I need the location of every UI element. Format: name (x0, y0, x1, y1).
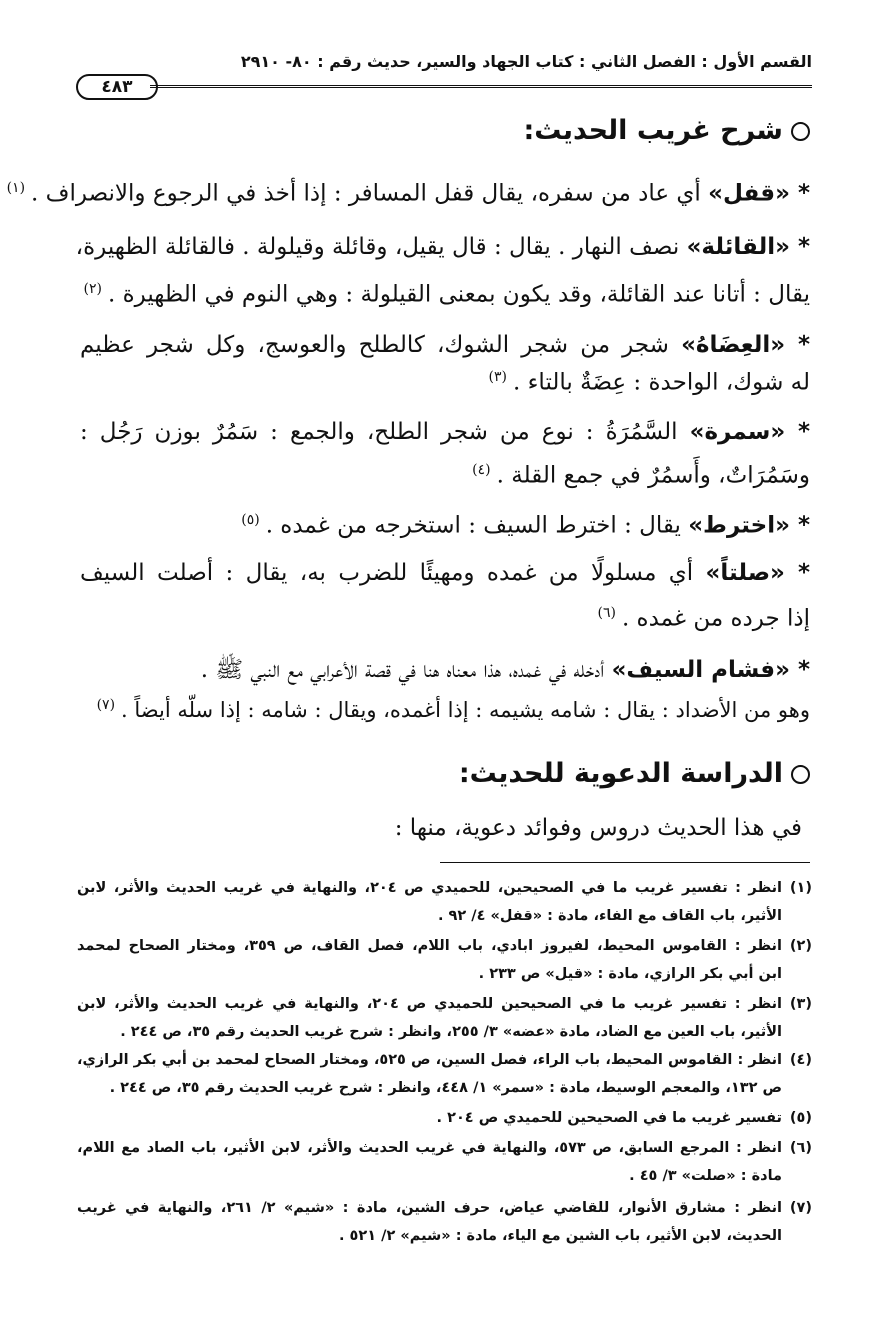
definition: أي عاد من سفره، يقال قفل المسافر : إذا أخذ في الرجوع والانصراف . (31, 180, 709, 207)
definition: يقال : اخترط السيف : استخرجه من غمده . (265, 512, 689, 539)
entry-line (80, 462, 810, 489)
term: * «العِضَاهُ» (681, 332, 810, 358)
entry-line (80, 419, 810, 445)
section-heading-gharib (523, 115, 810, 146)
section-title: شرح غريب الحديث: (523, 115, 783, 146)
footnote-line: (٢)انظر : القاموس المحيط، لفيروز ابادي، باب اللام، فصل القاف، ص ٣٥٩، ومختار الصحاح لمحمد (77, 932, 812, 960)
footnote-7 (77, 1194, 812, 1250)
definition: نصف النهار . يقال : قال يقيل، وقائلة وقيلولة . فالقائلة الظهيرة، (75, 234, 687, 260)
circle-bullet-icon (791, 122, 810, 141)
footnote-ref: (٤) (472, 462, 491, 478)
footnote-number: (٧) (789, 1200, 812, 1216)
footnote-3 (77, 990, 812, 1046)
entry-line (75, 234, 810, 260)
definition: وهو من الأضداد : يقال : شامه يشيمه : إذا أغمده، ويقال : شامه : إذا سلّه أيضاً . (121, 698, 810, 722)
term: * «صلتاً» (705, 560, 811, 586)
footnote-line: (٣)انظر : تفسير غريب ما في الصحيحين للحميدي ص ٢٠٤، والنهاية في غريب الحديث والأثر، لابن (77, 990, 812, 1018)
footnote-number: (١) (789, 880, 812, 896)
term: * «قفل» (708, 180, 810, 207)
footnote-ref: (٥) (241, 512, 260, 528)
footnote-separator (440, 862, 810, 863)
footnote-line: (١)انظر : تفسير غريب ما في الصحيحين، للحميدي ص ٢٠٤، والنهاية في غريب الحديث والأثر، لابن (77, 874, 812, 902)
footnote-ref: (٦) (597, 605, 616, 621)
footnote-line: الحديث، لابن الأثير، باب الشين مع الياء، مادة : «شيم» ٢/ ٥٢١ . (338, 1228, 782, 1244)
entry-line (80, 605, 810, 632)
footnote-number: (٤) (789, 1052, 812, 1068)
entry-line (6, 180, 810, 207)
footnote-line: الأثير، باب القاف مع الفاء، مادة : «قفل» ٤/ ٩٢ . (437, 908, 782, 924)
footnote-line: (٤)انظر : القاموس المحيط، باب الراء، فصل السين، ص ٥٢٥، ومختار الصحاح لمحمد بن أبي بكر الرازي، (77, 1046, 812, 1074)
definition: أدخله في غمده، هذا معناه هنا في قصة الأعرابي مع النبي ﷺ . (200, 657, 612, 683)
running-header: القسم الأول : الفصل الثاني : كتاب الجهاد والسير، حديث رقم : ٨٠- ٢٩١٠ (240, 52, 812, 71)
definition: شجر من شجر الشوك، كالطلح والعوسج، وكل شجر عظيم (80, 332, 682, 358)
entry-line (80, 560, 810, 586)
footnote-5 (77, 1104, 812, 1132)
footnote-ref: (٢) (83, 281, 102, 297)
footnote-line: ص ١٣٢، والمعجم الوسيط، مادة : «سمر» ١/ ٤٤٨، وانظر : شرح غريب الحديث رقم ٣٥، ص ٢٤٤ . (109, 1080, 782, 1096)
definition: إذا جرده من غمده . (621, 605, 810, 632)
entry-line (80, 512, 810, 539)
footnote-line: (٥)تفسير غريب ما في الصحيحين للحميدي ص ٢٠٤ . (77, 1104, 812, 1132)
term: * «القائلة» (686, 234, 810, 260)
footnote-line: (٦)انظر : المرجع السابق، ص ٥٧٣، والنهاية في غريب الحديث والأثر، لابن الأثير، باب الصاد مع اللام، (77, 1134, 812, 1162)
definition: السَّمُرَةُ : نوع من شجر الطلح، والجمع : سَمُرٌ بوزن رَجُل : (80, 419, 690, 445)
entry-line (80, 697, 810, 722)
footnote-ref: (١) (6, 180, 26, 196)
term: * «سمرة» (689, 419, 810, 445)
definition: له شوك، الواحدة : عِضَةٌ بالتاء . (513, 369, 810, 396)
footnote-ref: (٧) (96, 697, 116, 713)
definition: وسَمُرَاتٌ، وأَسمُرٌ في جمع القلة . (496, 462, 810, 489)
header-rule (150, 85, 812, 88)
footnote-2 (77, 932, 812, 988)
footnote-ref: (٣) (488, 369, 507, 385)
definition: يقال : أتانا عند القائلة، وقد يكون بمعنى القيلولة : وهي النوم في الظهيرة . (107, 281, 810, 308)
term: * «اخترط» (688, 512, 810, 539)
footnote-number: (٦) (789, 1140, 812, 1156)
footnote-line: مادة : «صلت» ٣/ ٤٥ . (629, 1168, 782, 1184)
entry-line (80, 332, 810, 358)
intro-line: في هذا الحديث دروس وفوائد دعوية، منها : (394, 815, 802, 841)
footnote-number: (٣) (789, 996, 812, 1012)
footnote-line: ابن أبي بكر الرازي، مادة : «قيل» ص ٢٣٣ . (478, 966, 782, 982)
page-number: ٤٨٣ (76, 74, 158, 100)
footnote-line: (٧)انظر : مشارق الأنوار، للقاضي عياض، حرف الشين، مادة : «شيم» ٢/ ٢٦١، والنهاية في غريب (77, 1194, 812, 1222)
footnote-line: الأثير، باب العين مع الضاد، مادة «عضه» ٣/ ٢٥٥، وانظر : شرح غريب الحديث رقم ٣٥، ص ٢٤٤ . (120, 1024, 782, 1040)
entry-line (80, 369, 810, 396)
footnote-number: (٢) (789, 938, 812, 954)
footnote-4 (77, 1046, 812, 1102)
entry-line (80, 281, 810, 308)
section-title: الدراسة الدعوية للحديث: (458, 758, 783, 789)
footnote-number: (٥) (789, 1110, 812, 1126)
entry-line (80, 655, 810, 689)
definition: أي مسلولًا من غمده ومهيئًا للضرب به، يقال : أصلت السيف (80, 560, 706, 586)
section-heading-dawah (459, 758, 810, 789)
term: * «فشام السيف» (611, 657, 810, 683)
footnote-6 (77, 1134, 812, 1190)
footnote-1 (77, 874, 812, 930)
circle-bullet-icon (791, 765, 810, 784)
